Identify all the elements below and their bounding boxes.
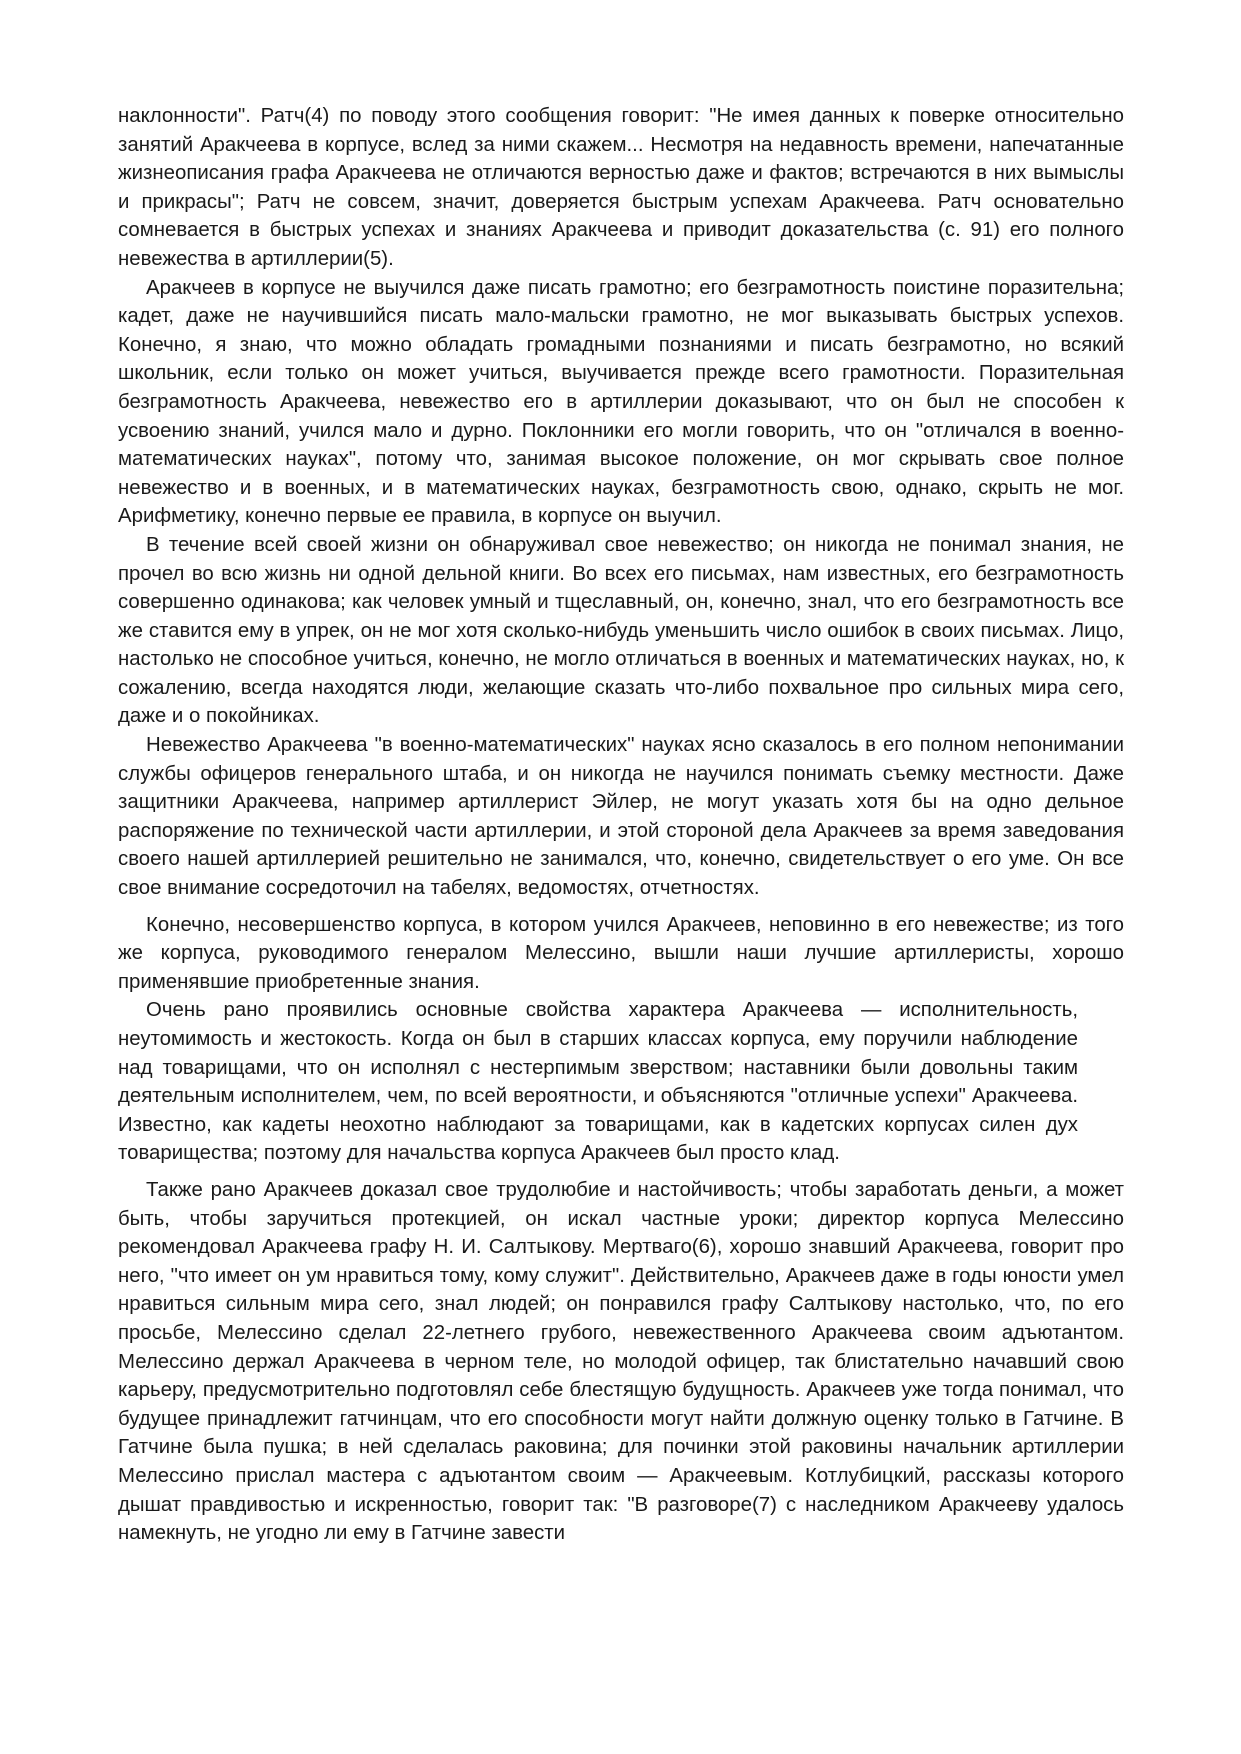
paragraph-2: Аракчеев в корпусе не выучился даже писать грамотно; его безграмотность поистине поразительна; кадет, даже не научившийся писать мало-мальски грамотно, не мог выказывать быстрых успехов. Конечно, я знаю, что можно обладать громадными познаниями и писать безграмотно, но всякий школьник, если только он может учиться, выучивается прежде всего грамотности. Поразительная безграмотность Аракчеева, невежество его в артиллерии доказывают, что он был не способен к усвоению знаний, учился мало и дурно. Поклонники его могли говорить, что он "отличался в военно-математических науках", потому что, занимая высокое положение, он мог скрывать свое полное невежество и в военных, и в математических науках, безграмотность свою, однако, скрыть не мог. Арифметику, конечно первые ее правила, в корпусе он выучил. (118, 276, 1124, 528)
paragraph-5: Конечно, несовершенство корпуса, в котором учился Аракчеев, неповинно в его невежестве; из того же корпуса, руководимого генералом Мелессино, вышли наши лучшие артиллеристы, хорошо применявшие приобретенные знания. (118, 913, 1124, 993)
paragraph-7: Также рано Аракчеев доказал свое трудолюбие и настойчивость; чтобы заработать деньги, а может быть, чтобы заручиться протекцией, он искал частные уроки; директор корпуса Мелессино рекомендовал Аракчеева графу Н. И. Салтыкову. Мертваго(6), хорошо знавший Аракчеева, говорит про него, "что имеет он ум нравиться тому, кому служит". Действительно, Аракчеев даже в годы юности умел нравиться сильным мира сего, знал людей; он понравился графу Салтыкову настолько, что, по его просьбе, Мелессино сделал 22-летнего грубого, невежественного Аракчеева своим адъютантом. Мелессино держал Аракчеева в черном теле, но молодой офицер, так блистательно начавший свою карьеру, предусмотрительно подготовлял себе блестящую будущность. Аракчеев уже тогда понимал, что будущее принадлежит гатчинцам, что его способности могут найти должную оценку только в Гатчине. В Гатчине была пушка; в ней сделалась раковина; для починки этой раковины начальник артиллерии Мелессино прислал мастера с адъютантом своим — Аракчеевым. Котлубицкий, рассказы которого дышат правдивостью и искренностью, говорит так: "В разговоре(7) с наследником Аракчееву удалось намекнуть, не угодно ли ему в Гатчине завести (118, 1178, 1124, 1545)
paragraph-1: наклонности". Ратч(4) по поводу этого сообщения говорит: "Не имея данных к поверке относительно занятий Аракчеева в корпусе, вслед за ними скажем... Несмотря на недавность времени, напечатанные жизнеописания графа Аракчеева не отличаются верностью даже и фактов; встречаются в них вымыслы и прикрасы"; Ратч не совсем, значит, доверяется быстрым успехам Аракчеева. Ратч основательно сомневается в быстрых успехах и знаниях Аракчеева и приводит доказательства (с. 91) его полного невежества в артиллерии(5). (118, 105, 1124, 270)
paragraph-4: Невежество Аракчеева "в военно-математических" науках ясно сказалось в его полном непонимании службы офицеров генерального штаба, и он никогда не научился понимать съемку местности. Даже защитники Аракчеева, например артиллерист Эйлер, не могут указать хотя бы на одно дельное распоряжение по технической части артиллерии, и этой стороной дела Аракчеев за время заведования своего нашей артиллерией решительно не занимался, что, конечно, свидетельствует о его уме. Он все свое внимание сосредоточил на табелях, ведомостях, отчетностях. (118, 734, 1124, 900)
paragraph-3: В течение всей своей жизни он обнаруживал свое невежество; он никогда не понимал знания, не прочел во всю жизнь ни одной дельной книги. Во всех его письмах, нам известных, его безграмотность совершенно одинакова; как человек умный и тщеславный, он, конечно, знал, что его безграмотность все же ставится ему в упрек, он не мог хотя сколько-нибудь уменьшить число ошибок в своих письмах. Лицо, настолько не способное учиться, конечно, не могло отличаться в военных и математических науках, но, к сожалению, всегда находятся люди, желающие сказать что-либо похвальное про сильных мира сего, даже и о покойниках. (118, 533, 1124, 728)
paragraph-6: Очень рано проявились основные свойства характера Аракчеева — исполнительность, неутомимость и жестокость. Когда он был в старших классах корпуса, ему поручили наблюдение над товарищами, что он исполнял с нестерпимым зверством; наставники были довольны таким деятельным исполнителем, чем, по всей вероятности, и объясняются "отличные успехи" Аракчеева. Известно, как кадеты неохотно наблюдают за товарищами, как в кадетских корпусах силен дух товарищества; поэтому для начальства корпуса Аракчеев был просто клад. (118, 999, 1078, 1165)
document-body (118, 102, 1124, 1548)
